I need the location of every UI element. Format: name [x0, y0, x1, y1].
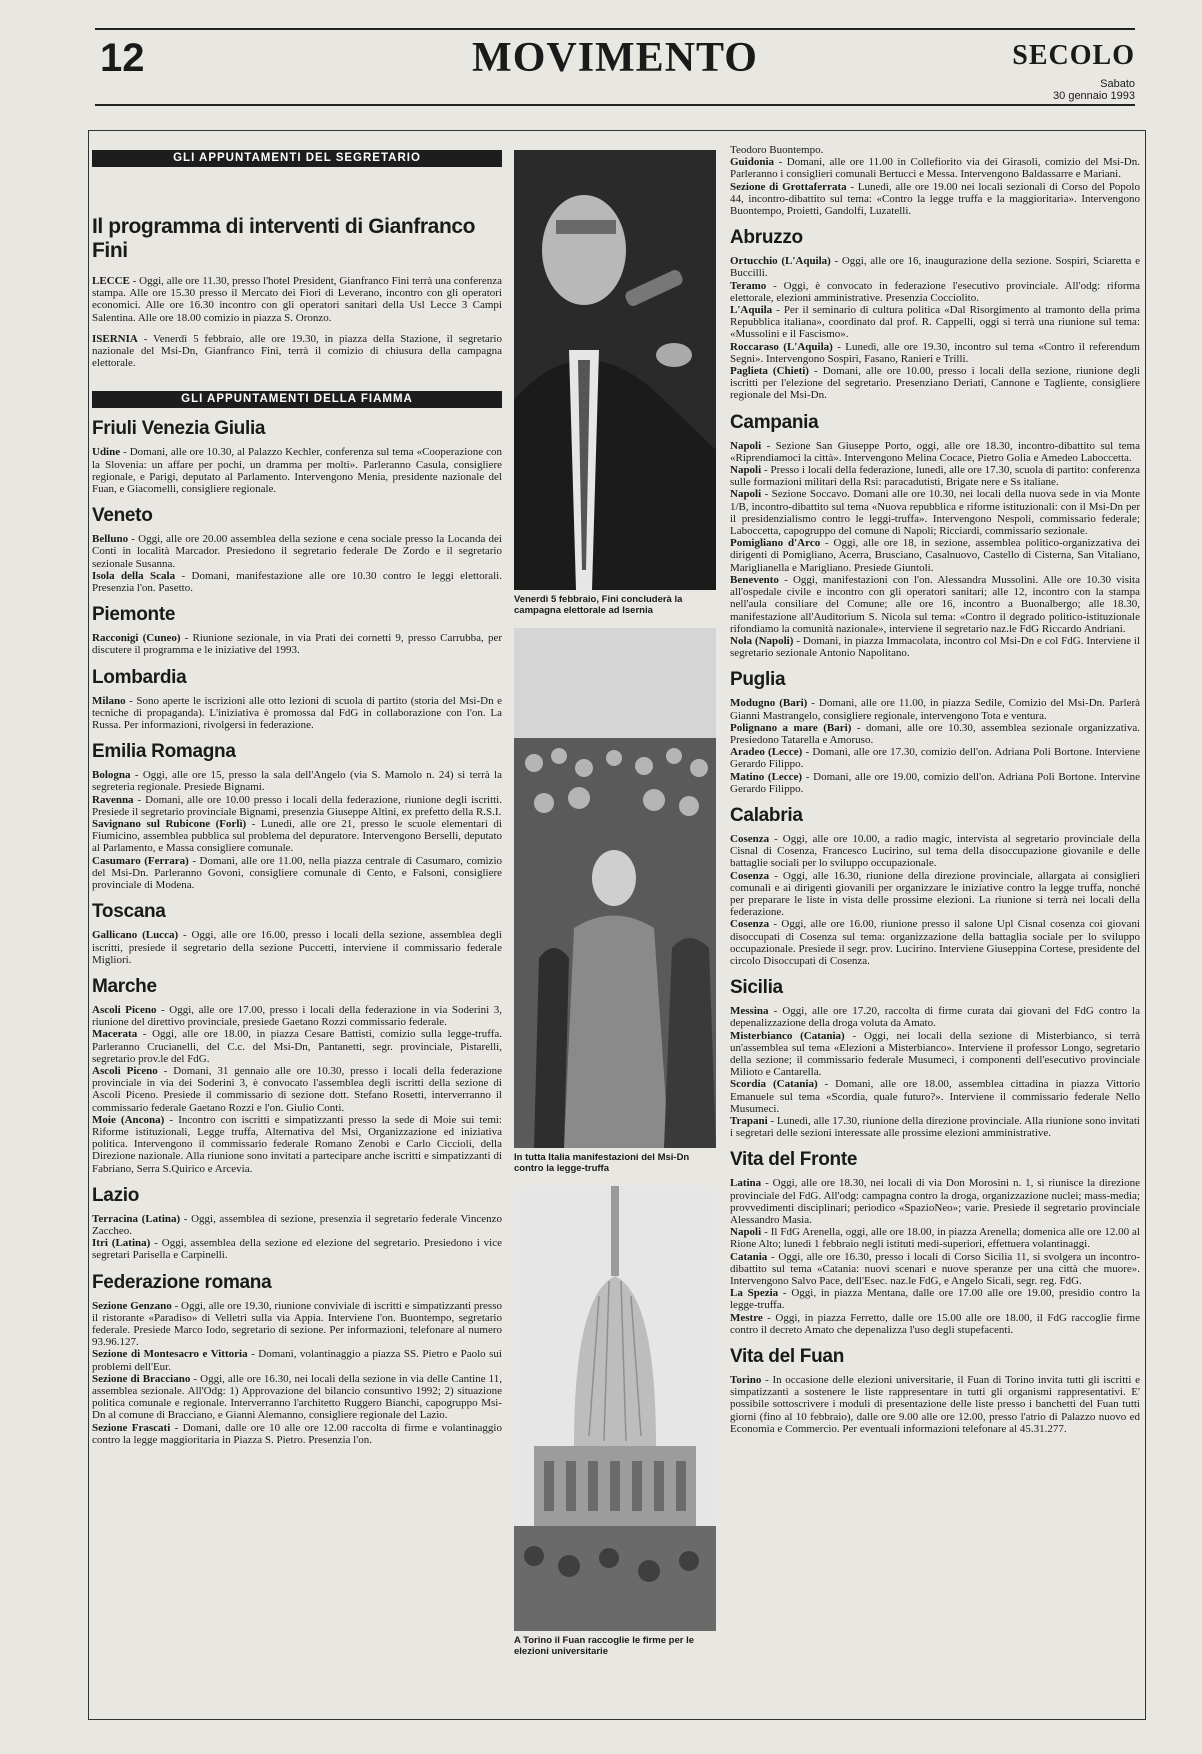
region-heading: Veneto — [92, 505, 153, 527]
masthead-bottom-rule — [95, 104, 1135, 106]
entry-text: - Domani, alle ore 17.30, comizio dell'on. Adriana Poli Bortone. Interviene Gerardo Filippo. — [730, 746, 1140, 771]
entry-place: Napoli — [730, 1226, 762, 1239]
entry-place: Benevento — [730, 573, 779, 586]
entry-text: - Oggi, alle ore 15, presso la sala dell'Angelo (via S. Mamolo n. 24) si terrà la segreteria regionale. Presiede Bignami. — [92, 769, 502, 794]
photo-fini-speaking — [514, 150, 716, 590]
entry-paragraph — [730, 1374, 1140, 1435]
region-entries — [730, 1005, 1140, 1139]
entry-text: - Oggi, alle ore 18.00, in piazza Cesare Battisti, comizio sulla legge-truffa. Parleranno Crucianelli, del C.c. del Msi-Dn, Pantanetti, segr. provinciale, Pistarelli, segretario prov.le del FdG. — [92, 1028, 502, 1065]
entry-place: Guidonia — [730, 156, 775, 169]
entry-text: - Oggi, alle ore 16.30, presso i locali di Corso Sicilia 11, si svolgera un incontro-dibattito sul tema «Catania: nuovi scenari e nuove speranze per una città che muore». Intervengono Salvo Pace, dell'Esec. naz.le FdG, e Angelo Sicali, segr. reg. FdG. — [730, 1250, 1140, 1288]
entry-text: - Oggi, alle ore 19.30, riunione conviviale di iscritti e simpatizzanti presso il ristorante «Paradiso» di Velletri sulla via Appia. Interviene l'on. Buontempo, segretario federale. Presiede Marco Iodo, segretario di sezione. Per informazioni, telefonare al numero 93.96.127. — [92, 1299, 502, 1349]
entry-paragraph — [730, 341, 1140, 365]
region-entries — [92, 446, 502, 495]
entry-text: - Oggi, assemblea di sezione, presenzia il segretario federale Vincenzo Zaccheo. — [92, 1212, 502, 1237]
photo-crowd-illustration — [514, 628, 716, 1148]
entry-text: - Oggi, alle ore 18, in sezione, assemblea politico-organizzativa dei dirigenti di Pomigliano, Acerra, Brusciano, Casalnuovo, Castello di Cisterna, San Vitaliano, Mariglianella e Marigliano. Presiede Giuntoli. — [730, 537, 1140, 574]
entry-text: - Lunedì, alle ore 19.00 nei locali sezionali di Corso del Popolo 44, incontro-dibattito sul tema: «Contro la legge truffa e la maggioritaria». Intervengono Buontempo, Proietti, Gandolfi, Luzatelli. — [730, 180, 1140, 218]
entry-place: Napoli — [730, 464, 762, 477]
region-heading: Sicilia — [730, 977, 783, 999]
entry-text: - Sezione Soccavo. Domani alle ore 10.30, nei locali della nuova sede in via Monte 1/B, incontro-dibattito sul tema «Nuova repubblica e riforme istituzionali: con il Msi-Dn per il presidenzialismo contro le leggi-truffa». Intervengono Nespoli, commissario federale; Laboccetta, capogruppo del comune di Napoli; Ricciardi, commissario sezionale. — [730, 488, 1140, 538]
masthead-top-rule — [95, 28, 1135, 30]
entry-text: - Sono aperte le iscrizioni alle otto lezioni di scuola di partito (storia del Msi-Dn e tecniche di propaganda). L'iniziativa è promossa dal FdG in collaborazione con l'on. La Russa. Per informazioni, rivolgersi in federazione. — [92, 694, 502, 732]
entry-place: Matino (Lecce) — [730, 770, 803, 783]
entry-place: Macerata — [92, 1028, 138, 1041]
region-entries — [730, 440, 1140, 660]
entry-text: - In occasione delle elezioni universitarie, il Fuan di Torino invita tutti gli iscritti e simpatizzanti a sostenere le liste rappresentare in tutti gli organismi rappresentativi. E' possibile sottoscrivere i moduli di presentazione delle liste presso i banchetti del Fuan tutti giorni (fino al 10 febbraio), dalle ore 9.00 alle ore 12.00, presso l'atrio di Palazzo nuovo ed Economia e Commercio. Per eventuali informazioni telefonare al 45.31.277. — [730, 1374, 1140, 1435]
region-entries — [730, 1177, 1140, 1336]
entry-paragraph — [92, 1114, 502, 1175]
entry-paragraph — [92, 1422, 502, 1446]
entry-paragraph — [730, 1312, 1140, 1336]
caption-demonstration: In tutta Italia manifestazioni del Msi-Dn contro la legge-truffa — [514, 1152, 690, 1174]
entry-text: - Domani, dalle ore 10 alle ore 12.00 raccolta di firme e volantinaggio contro la legge maggioritaria in Piazza S. Pietro. Presenzia l'on. — [92, 1421, 502, 1446]
section-title: MOVIMENTO — [472, 35, 758, 81]
region-heading: Marche — [92, 975, 157, 997]
region-heading: Lombardia — [92, 666, 187, 688]
region-entries — [92, 695, 502, 732]
region-entries — [730, 1374, 1140, 1435]
region-entries — [92, 1213, 502, 1262]
entry-place: Bologna — [92, 769, 131, 782]
entry-text: - Oggi, in piazza Mentana, dalle ore 17.00 alle ore 19.00, presidio contro la legge-truffa. — [730, 1287, 1140, 1312]
region-heading: Federazione romana — [92, 1271, 272, 1293]
entry-place: Udine — [92, 446, 121, 459]
entry-text: - Lunedì, alle ore 19.30, incontro sul tema «Contro il referendum Segni». Intervengono Sospiri, Fasano, Ranieri e Trilli. — [730, 340, 1140, 365]
entry-place: Catania — [730, 1250, 768, 1263]
column-photos — [514, 150, 716, 1669]
entry-paragraph — [730, 1177, 1140, 1226]
entry-place: Messina — [730, 1005, 769, 1018]
entry-place: Torino — [730, 1374, 762, 1387]
entry-text: - Sezione San Giuseppe Porto, oggi, alle ore 18.30, incontro-dibattito sul tema «Riprendiamoci la città». Intervengono Melina Cocace, Pietro Golia e Amedeo Laboccetta. — [730, 439, 1140, 464]
entry-paragraph — [730, 1115, 1140, 1139]
entry-text: - Il FdG Arenella, oggi, alle ore 18.00, in piazza Arenella; domenica alle ore 12.00 al Rione Alto; lunedì 1 febbraio negli istituti medi-superiori, effettuera volantinaggi. — [730, 1226, 1140, 1251]
entry-paragraph — [730, 870, 1140, 919]
entry-place: Sezione Genzano — [92, 1299, 172, 1312]
entry-paragraph — [730, 440, 1140, 464]
region-entries — [92, 769, 502, 891]
region-entries — [92, 929, 502, 966]
column-left — [92, 150, 502, 1456]
entry-paragraph — [92, 1237, 502, 1261]
entry-text: - Domani, alle ore 11.00 in Collefiorito via dei Girasoli, comizio del Msi-Dn. Parleranno i consiglieri comunali Bertucci e Messa. Intervengono Baldassarre e Mariani. — [730, 156, 1140, 181]
entry-text: - Domani, volantinaggio a piazza SS. Pietro e Paolo sui problemi dell'Eur. — [92, 1348, 502, 1373]
issue-date — [1053, 78, 1135, 102]
entry-text: - Oggi, manifestazioni con l'on. Alessandra Mussolini. Alle ore 10.30 visita all'ospedale civile e incontro con gli operatori sanitari; alle 12, incontro con la stampa nell'aula consiliare del Comune; alle ore 16, incontro a Buonalbergo; alle 18.30, manifestazione all'Auditorium S. Nicola sul tema: «Contro il degrado politico-istituzionale rifondiamo la comunità nazionale», interviene il segretario naz.le FdG Riccardo Andriani. — [730, 573, 1140, 635]
page-number: 12 — [100, 36, 145, 80]
region-entries — [730, 833, 1140, 967]
entry-text: - Domani, alle ore 11.00, in piazza Sedile, Comizio del Msi-Dn. Parlerà Gianni Mastrangelo, consigliere regionale, intervengono Tota e ventura. — [730, 697, 1140, 722]
region-heading: Abruzzo — [730, 227, 803, 249]
photo-mole-illustration — [514, 1186, 716, 1631]
entry-text: - Domani, alle ore 19.00, comizio dell'on. Adriana Poli Bortone. Intervine Gerardo Filippo. — [730, 770, 1140, 795]
entry-text: - Oggi, alle 16.30, riunione della direzione provinciale, allargata ai consiglieri comunali e ai dirigenti giovanili per organizzare le iniziative contro la legge truffa, nonché per preparare le liste in vista delle prossime elezioni. La riunione si terrà nei locali della federazione. — [730, 869, 1140, 919]
region-heading: Vita del Fuan — [730, 1346, 844, 1368]
entry-paragraph — [92, 1213, 502, 1237]
entry-place: La Spezia — [730, 1287, 779, 1300]
entry-place: Roccaraso (L'Aquila) — [730, 340, 833, 353]
entry-text: - Domani, 31 gennaio alle ore 10.30, presso i locali della federazione provinciale in via dei Soderini 3, è convocato l'assemblea degli iscritti della sezione di Ascoli Piceno. Presiede il commissario di sezione dott. Stefano Rosetti, interverranno il commissario federale Gaetano Rozzi e l'on. Giulio Conti. — [92, 1064, 502, 1114]
entry-paragraph — [730, 304, 1140, 341]
region-heading: Campania — [730, 411, 819, 433]
entry-paragraph — [730, 181, 1140, 218]
entry-place: Sezione di Montesacro e Vittoria — [92, 1348, 248, 1361]
entry-text: - Oggi, alle ore 10.00, a radio magic, intervista al segretario provinciale della Cisnal di Cosenza, Francesco Lucirino, sul tema della disoccupazione giovanile e delle battaglie sociali per lo sviluppo occupazionale. — [730, 832, 1140, 870]
region-entries — [730, 255, 1140, 401]
column-right — [730, 144, 1140, 1443]
entry-text: - Oggi, alle ore 16.30, nei locali della sezione in via delle Cantine 11, assemblea sezionale. All'Odg: 1) Approvazione del bilancio consuntivo 1992; 2) situazione politica comunale e regionale. Interverranno l'architetto Ruggero Bianchi, capogruppo Msi-Dn al comune di Bracciano, e Gianni Alemanno, consigliere regionale del Lazio. — [92, 1372, 502, 1422]
entry-place: Trapani — [730, 1115, 768, 1127]
entry-text: - Presso i locali della federazione, lunedì, alle ore 17.30, scuola di partito: conferenza sulle formazioni militari della Rsi: paracadutisti, Brigate nere e Ss italiane. — [730, 464, 1140, 489]
region-entries — [92, 1300, 502, 1446]
entry-text: - Oggi, alle ore 20.00 assemblea della sezione e cena sociale presso la Locanda dei Conti in località Marcador. Presiedono il segretario federale De Zordo e il segretario sezionale Susanna. — [92, 533, 502, 570]
region-heading: Puglia — [730, 669, 786, 691]
entry-paragraph — [92, 632, 502, 656]
entry-place: Casumaro (Ferrara) — [92, 854, 189, 867]
region-heading: Piemonte — [92, 604, 176, 626]
entry-place: Savignano sul Rubicone (Forlì) — [92, 818, 247, 831]
entry-place: Napoli — [730, 439, 762, 452]
region-entries — [92, 1004, 502, 1175]
section-bar-fiamma: GLI APPUNTAMENTI DELLA FIAMMA — [92, 391, 502, 408]
entry-text: - Per il seminario di cultura politica «Dal Risorgimento al tramonto della prima Repubblica italiana», coordinato dal prof. R. Cappelli, oggi si terrà una riunione sul tema: «Mussolini e il Fascismo». — [730, 304, 1140, 341]
entry-text: - Oggi, in piazza Ferretto, dalle ore 15.00 alle ore 18.00, il FdG raccoglie firme contro il decreto Amato che depenalizza l'uso degli stupefacenti. — [730, 1311, 1140, 1336]
entry-text: - Oggi, alle ore 17.20, raccolta di firme curata dai giovani del FdG contro la depenalizzazione della droga voluta da Amato. — [730, 1005, 1140, 1030]
issue-day: Sabato — [1100, 78, 1135, 90]
entry-place: Cosenza — [730, 918, 770, 931]
entry-paragraph — [730, 771, 1140, 795]
entry-place: Sezione Frascati — [92, 1421, 171, 1434]
caption-torino: A Torino il Fuan raccoglie le firme per le elezioni universitarie — [514, 1635, 695, 1657]
entry-paragraph — [92, 1065, 502, 1114]
entry-paragraph — [730, 488, 1140, 537]
entry-paragraph — [92, 533, 502, 570]
entry-paragraph — [92, 695, 502, 732]
region-heading: Calabria — [730, 804, 803, 826]
section-bar-segretario: GLI APPUNTAMENTI DEL SEGRETARIO — [92, 150, 502, 167]
entry-paragraph — [92, 929, 502, 966]
region-heading: Lazio — [92, 1184, 140, 1206]
region-entries — [730, 697, 1140, 795]
entry-text: - Domani, alle ore 10.30, al Palazzo Kechler, conferenza sul tema «Cooperazione con la Slovenia: un affare per pochi, un dramma per molti». Parleranno Casula, consigliere regionale, e Parigi, deputato al Parlamento. Intervengono Menia, presidente nazionale del Fuan, e Giacomelli, consigliere regionale. — [92, 446, 502, 496]
entry-paragraph — [92, 855, 502, 892]
entry-place: Cosenza — [730, 832, 770, 845]
entry-paragraph — [92, 275, 502, 324]
entry-place: Nola (Napoli) — [730, 634, 794, 647]
entry-paragraph — [730, 1226, 1140, 1250]
entry-place: Sezione di Bracciano — [92, 1372, 191, 1385]
entry-text: - Oggi, nei locali della sezione di Misterbianco, si terrà un'assemblea sul tema «Elezioni a Misterbianco». Interviene il professor Longo, segretario della sezione; il commissario federale Musumeci, i componenti dell'esecutivo provinciale Milioto e Cantarella. — [730, 1029, 1140, 1079]
entry-place: Cosenza — [730, 869, 770, 882]
entry-text: Teodoro Buontempo. — [730, 144, 824, 156]
region-heading: Toscana — [92, 901, 166, 923]
photo-torino-mole — [514, 1186, 716, 1631]
entry-text: - Oggi, alle ore 17.00, presso i locali della federazione in via Soderini 3, riunione del direttivo provinciale, presiede Gaetano Rozzi commissario federale. — [92, 1003, 502, 1029]
entry-text: - Venerdì 5 febbraio, alle ore 19.30, in piazza della Stazione, il segretario nazionale del Msi-Dn, Gianfranco Fini, terrà il comizio di chiusura della campagna elettorale. — [92, 332, 502, 370]
entry-text: - Incontro con iscritti e simpatizzanti presso la sede di Moie sui temi: Riforme istituzionali, Legge truffa, Alternativa del Msi, Organizzazione ed iniziativa politica. Intervengono il commissario federale Romano Zenobi e Carlo Ciccioli, della Direzione nazionale. Alla riunione sono invitati a partecipare anche iscritti e simpatizzanti di Fabriano, Serra S.Quirico e Arcevia. — [92, 1113, 502, 1175]
entry-paragraph — [730, 156, 1140, 180]
entry-place: Modugno (Bari) — [730, 697, 808, 710]
entry-text: - Oggi, assemblea della sezione ed elezione del segretario. Presiedono i vice segretari Parisella e Carpinelli. — [92, 1237, 502, 1262]
entry-place: Milano — [92, 694, 126, 707]
entry-paragraph — [92, 1028, 502, 1065]
entry-place: Pomigliano d'Arco — [730, 537, 821, 550]
entry-place: Scordia (Catania) — [730, 1078, 818, 1091]
entry-text: - Oggi, alle ore 16.00, riunione presso il salone Upl Cisnal cosenza coi giovani disoccupati di Cosenza sul tema: organizzazione della battaglia sociale per lo sviluppo occupazionale. Presiede il segr. prov. Lucirino. Interviene Giuseppina Cortese, presidente del circolo Disoccupati di Cosenza. — [730, 918, 1140, 967]
entry-paragraph — [92, 333, 502, 370]
entry-paragraph — [92, 1373, 502, 1422]
entry-place: Moie (Ancona) — [92, 1113, 165, 1126]
entry-text: - Domani, in piazza Immacolata, incontro col Msi-Dn e col FdG. Interviene il segretario sezionale Antonio Napolitano. — [730, 634, 1140, 660]
entry-text: - Domani, manifestazione alle ore 10.30 contro le leggi elettorali. Presenzia l'on. Pasetto. — [92, 569, 502, 595]
entry-place: Napoli — [730, 488, 762, 501]
photo-fini-illustration — [514, 150, 716, 590]
entry-place: Misterbianco (Catania) — [730, 1029, 845, 1042]
entry-place: Terracina (Latina) — [92, 1212, 181, 1225]
entry-paragraph — [92, 1348, 502, 1372]
entry-text: - Lunedì, alle ore 21, presso le scuole elementari di Fiumicino, assemblea pubblica sul problema del depuratore. Intervengono Berselli, deputato al Parlamento, e Massa consigliere comunale. — [92, 818, 502, 855]
entry-text: - Oggi, alle ore 16.00, presso i locali della sezione, assemblea degli iscritti, presiede il segretario della sezione Puccetti, interviene il commissario federale Migliori. — [92, 929, 502, 966]
regions-right — [730, 227, 1140, 1435]
lazio-continuation — [730, 144, 1140, 217]
entry-place: LECCE — [92, 275, 130, 287]
entry-paragraph — [730, 574, 1140, 635]
entry-place: Itri (Latina) — [92, 1237, 151, 1250]
entry-text: - domani, alle ore 10.30, assemblea sezionale organizzativa. Presiedono Tatarella e Amoruso. — [730, 721, 1140, 746]
region-heading: Emilia Romagna — [92, 741, 236, 763]
entry-paragraph — [730, 1078, 1140, 1115]
entry-paragraph — [92, 446, 502, 495]
entry-text: - Domani, alle ore 10.00, presso i locali della sezione, riunione degli iscritti per l'elezione del segretario. Presenziano Deriati, Cannone e Tagliente, consigliere regionale del Msi-Dn. — [730, 365, 1140, 402]
entry-paragraph — [92, 1300, 502, 1349]
entry-place: Mestre — [730, 1311, 763, 1324]
entry-paragraph — [730, 537, 1140, 574]
entry-text: - Domani, alle ore 10.00 presso i locali della federazione, riunione degli iscritti. Presiede il segretario provinciale Bignami, presenzia Giuseppe Altini, ex prefetto della R.S.I. — [92, 793, 502, 818]
entry-place: Teramo — [730, 279, 767, 292]
entry-place: Latina — [730, 1177, 762, 1190]
entry-place: Polignano a mare (Bari) — [730, 721, 852, 734]
region-entries — [92, 632, 502, 656]
entry-place: Racconigi (Cuneo) — [92, 632, 181, 645]
entry-paragraph — [730, 918, 1140, 967]
entry-paragraph — [730, 1287, 1140, 1311]
entry-paragraph — [92, 1004, 502, 1028]
entry-paragraph — [92, 570, 502, 594]
entry-paragraph — [730, 833, 1140, 870]
entry-paragraph — [730, 722, 1140, 746]
entry-text: - Oggi, alle ore 11.30, presso l'hotel President, Gianfranco Fini terrà una conferenza stampa. Alle ore 15.30 presso il Mercato dei Fiori di Leverano, incontro con gli operatori economici. Alle ore 16.30 incontro con gli operatori sanitari della Usl Lecce 3 Campi Salentina. Alle ore 18.00 comizio in piazza S. Oronzo. — [92, 275, 502, 324]
entry-text: - Oggi, è convocato in federazione l'esecutivo provinciale. All'odg: riforma elettorale, elezioni amministrative. Presenzia Cocciolito. — [730, 279, 1140, 304]
entry-text: - Lunedì, alle 17.30, riunione della direzione provinciale. Alla riunione sono invitati i segretari delle sezioni interessate alle prossime elezioni amministrative. — [730, 1115, 1140, 1140]
region-heading: Vita del Fronte — [730, 1149, 858, 1171]
entry-paragraph — [92, 769, 502, 793]
entry-paragraph — [730, 697, 1140, 721]
entry-paragraph — [92, 818, 502, 855]
entry-paragraph — [730, 144, 1140, 156]
entry-place: Gallicano (Lucca) — [92, 929, 179, 942]
entry-paragraph — [92, 794, 502, 818]
region-heading: Friuli Venezia Giulia — [92, 418, 266, 440]
programma-list — [92, 275, 502, 369]
entry-paragraph — [730, 746, 1140, 770]
photo-demonstration — [514, 628, 716, 1148]
caption-fini: Venerdì 5 febbraio, Fini concluderà la campagna elettorale ad Isernia — [514, 594, 683, 616]
entry-text: - Domani, alle ore 11.00, nella piazza centrale di Casumaro, comizio del Msi-Dn. Parleranno Govoni, consigliere comunale di Cento, e Falsoni, consigliere provinciale di Modena. — [92, 854, 502, 892]
entry-paragraph — [730, 1251, 1140, 1288]
entry-text: - Oggi, alle ore 18.30, nei locali di via Don Morosini n. 1, si riunisce la direzione provinciale del FdG. All'odg: campagna contro la droga, organizzazione nuclei; mass-media; provvedimenti disciplinari; periodico «SpazioNeo»; varie. Presiede il segretario provinciale Alessandro Masia. — [730, 1177, 1140, 1227]
regions-left — [92, 418, 502, 1446]
entry-place: Paglieta (Chieti) — [730, 365, 809, 378]
entry-paragraph — [730, 1005, 1140, 1029]
masthead — [95, 28, 1135, 108]
entry-place: L'Aquila — [730, 304, 773, 317]
entry-place: Isola della Scala — [92, 569, 176, 582]
newspaper-logo: SECOLO — [1012, 40, 1135, 71]
entry-text: - Oggi, alle ore 16, inaugurazione della sezione. Sospiri, Sciaretta e Buccilli. — [730, 255, 1140, 280]
entry-place: Belluno — [92, 533, 129, 546]
entry-paragraph — [730, 365, 1140, 402]
entry-place: Ortucchio (L'Aquila) — [730, 255, 831, 268]
region-entries — [92, 533, 502, 594]
entry-place: Ravenna — [92, 793, 134, 806]
entry-place: Ascoli Piceno — [92, 1003, 157, 1016]
entry-paragraph — [730, 635, 1140, 659]
programma-title: Il programma di interventi di Gianfranco Fini — [92, 215, 476, 262]
entry-text: - Domani, alle ore 18.00, assemblea cittadina in piazza Vittorio Emanuele sul tema «Scordia, quale futuro?». Interviene il commissario federale Nello Musumeci. — [730, 1078, 1140, 1115]
entry-place: Ascoli Piceno — [92, 1064, 158, 1077]
entry-paragraph — [730, 280, 1140, 304]
entry-paragraph — [730, 1030, 1140, 1079]
issue-full-date: 30 gennaio 1993 — [1053, 90, 1135, 102]
entry-paragraph — [730, 464, 1140, 488]
entry-text: - Riunione sezionale, in via Prati dei cornetti 9, presso Carrubba, per discutere il programma e le iniziative del 1993. — [92, 632, 502, 657]
entry-place: ISERNIA — [92, 332, 138, 345]
entry-paragraph — [730, 255, 1140, 279]
entry-place: Aradeo (Lecce) — [730, 746, 803, 759]
entry-place: Sezione di Grottaferrata — [730, 180, 847, 193]
